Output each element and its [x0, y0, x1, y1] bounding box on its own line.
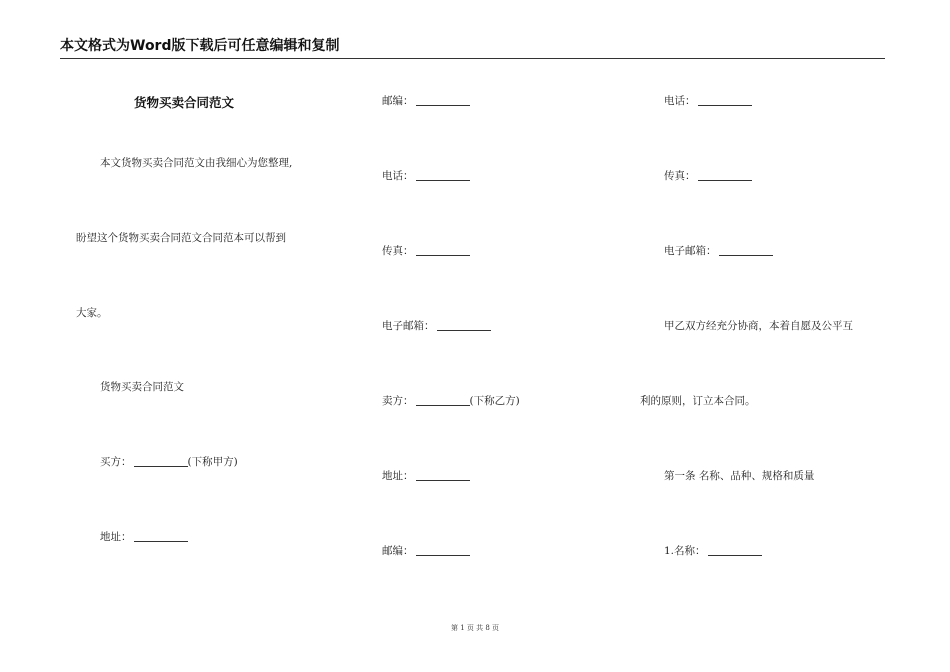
seller-field: [382, 393, 520, 408]
buyer-blank: [134, 456, 188, 467]
buyer-address-field: [100, 529, 188, 544]
buyer-address-label: 地址：: [100, 531, 132, 543]
seller-fax-blank: [698, 170, 752, 181]
intro-line-1: 本文货物买卖合同范文由我细心为您整理,: [100, 157, 293, 169]
page-number: 第 1 页 共 8 页: [450, 624, 500, 632]
seller-phone-label: 电话：: [664, 95, 696, 107]
buyer-address-blank: [134, 531, 188, 542]
document-title: 货物买卖合同范文: [134, 95, 235, 110]
buyer-postcode-blank: [416, 95, 470, 106]
contract-subtitle: 货物买卖合同范文: [100, 381, 184, 393]
seller-fax-field: [664, 168, 752, 183]
buyer-fax-blank: [416, 245, 470, 256]
buyer-email-blank: [437, 320, 491, 331]
seller-suffix: (下称乙方): [469, 395, 520, 407]
agreement-line-2: 利的原则，订立本合同。: [640, 395, 756, 407]
buyer-phone-field: [382, 168, 470, 183]
product-name-label: 1.名称：: [664, 545, 706, 557]
seller-postcode-label: 邮编：: [382, 545, 414, 557]
seller-address-field: [382, 468, 470, 483]
buyer-label: 买方：: [100, 456, 132, 468]
seller-phone-blank: [698, 95, 752, 106]
seller-email-label: 电子邮箱：: [664, 245, 717, 257]
seller-phone-field: [664, 93, 752, 108]
buyer-postcode-label: 邮编：: [382, 95, 414, 107]
intro-line-3: 大家。: [76, 307, 108, 319]
article-1-heading: 第一条 名称、品种、规格和质量: [664, 470, 815, 482]
buyer-email-field: [382, 318, 491, 333]
buyer-phone-blank: [416, 170, 470, 181]
product-name-field: [664, 543, 762, 558]
seller-label: 卖方：: [382, 395, 414, 407]
seller-fax-label: 传真：: [664, 170, 696, 182]
seller-address-blank: [416, 470, 470, 481]
buyer-suffix: (下称甲方): [187, 456, 238, 468]
seller-blank: [416, 395, 470, 406]
seller-email-blank: [719, 245, 773, 256]
seller-postcode-blank: [416, 545, 470, 556]
product-name-blank: [708, 545, 762, 556]
seller-address-label: 地址：: [382, 470, 414, 482]
buyer-phone-label: 电话：: [382, 170, 414, 182]
buyer-fax-label: 传真：: [382, 245, 414, 257]
seller-postcode-field: [382, 543, 470, 558]
intro-line-2: 盼望这个货物买卖合同范文合同范本可以帮到: [76, 232, 286, 244]
buyer-fax-field: [382, 243, 470, 258]
buyer-field: [100, 454, 238, 469]
buyer-postcode-field: [382, 93, 470, 108]
document-header: 本文格式为Word版下载后可任意编辑和复制: [60, 35, 885, 59]
buyer-email-label: 电子邮箱：: [382, 320, 435, 332]
seller-email-field: [664, 243, 773, 258]
agreement-line-1: 甲乙双方经充分协商，本着自愿及公平互: [664, 320, 853, 332]
